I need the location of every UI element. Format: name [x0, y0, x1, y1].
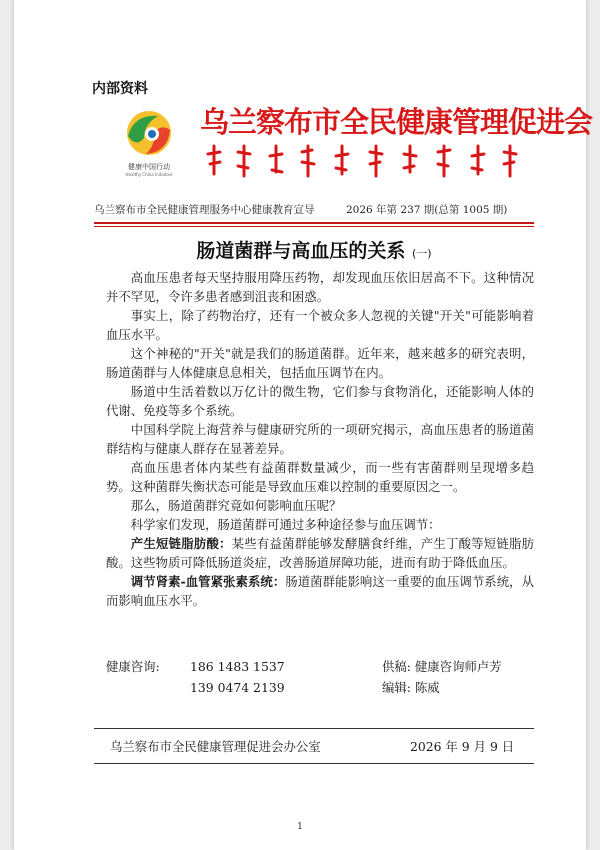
contact-label: 健康咨询:	[106, 659, 160, 674]
footer-office: 乌兰察布市全民健康管理促进会办公室	[110, 739, 321, 754]
paragraph: 高血压患者每天坚持服用降压药物，却发现血压依旧居高不下。这种情况并不罕见，令许多患者感到沮丧和困惑。	[106, 270, 534, 304]
footer-rule-bottom	[94, 763, 534, 764]
page-number: 1	[297, 822, 303, 832]
paragraph: 那么，肠道菌群究竟如何影响血压呢？	[130, 498, 342, 513]
footer-date: 2026 年 9 月 9 日	[410, 739, 515, 754]
logo-caption: 健康中国行动	[128, 163, 170, 171]
editor: 编辑: 陈威	[382, 680, 440, 695]
article-part: (一)	[412, 247, 432, 260]
publisher-line: 乌兰察布市全民健康管理服务中心健康教育宣导	[94, 204, 315, 216]
paragraph: 肠道中生活着数以万亿计的微生物，它们参与食物消化，还能影响人体的代谢、免疫等多个系统。	[106, 384, 534, 418]
mechanism-text: 某些有益菌群能够发酵膳食纤维，产生丁酸等短链脂肪酸。这些物质可降低肠道炎症，改善肠道屏障功能，进而有助于降低血压。	[106, 536, 535, 570]
article-title	[94, 236, 534, 263]
document-page	[14, 0, 593, 850]
logo-subcaption: Healthy China Initiative	[125, 172, 173, 177]
paragraph: 事实上，除了药物治疗，还有一个被众多人忽视的关键"开关"可能影响着血压水平。	[106, 308, 534, 342]
issue-number: 2026 年第 237 期(总第 1005 期)	[346, 204, 508, 216]
internal-label: 内部资料	[92, 81, 148, 97]
issue-meta	[94, 202, 534, 217]
mongolian-script-title	[204, 142, 524, 182]
article-body	[106, 268, 534, 610]
paragraph: 高血压患者体内某些有益菌群数量减少，而一些有害菌群则呈现增多趋势。这种菌群失衡状态可能是导致血压难以控制的重要原因之一。	[106, 460, 534, 494]
mechanism-paragraph	[106, 534, 534, 572]
mechanism-label: 产生短链脂肪酸：	[130, 536, 232, 551]
mechanism-label: 调节肾素-血管紧张素系统：	[130, 574, 286, 589]
article-title-text: 肠道菌群与高血压的关系	[196, 240, 406, 262]
contact-phone-2: 139 0474 2139	[190, 680, 285, 695]
footer-rule-top	[94, 728, 534, 729]
organization-title: 乌兰察布市全民健康管理促进会	[200, 105, 593, 139]
paragraph: 这个神秘的"开关"就是我们的肠道菌群。近年来，越来越多的研究表明，肠道菌群与人体健康息息相关，包括血压调节在内。	[106, 346, 534, 380]
header-rule-thick	[94, 222, 534, 224]
mechanism-text: 肠道菌群能影响这一重要的血压调节系统，从而影响血压水平。	[106, 574, 534, 608]
header-rule-thin	[94, 226, 534, 227]
contributor: 供稿: 健康咨询师卢芳	[382, 659, 502, 674]
contact-phone-1: 186 1483 1537	[190, 659, 285, 674]
paragraph: 科学家们发现，肠道菌群可通过多种途径参与血压调节：	[130, 517, 441, 532]
paragraph: 中国科学院上海营养与健康研究所的一项研究揭示，高血压患者的肠道菌群结构与健康人群存在显著差异。	[106, 422, 534, 456]
mechanism-paragraph	[106, 572, 534, 610]
